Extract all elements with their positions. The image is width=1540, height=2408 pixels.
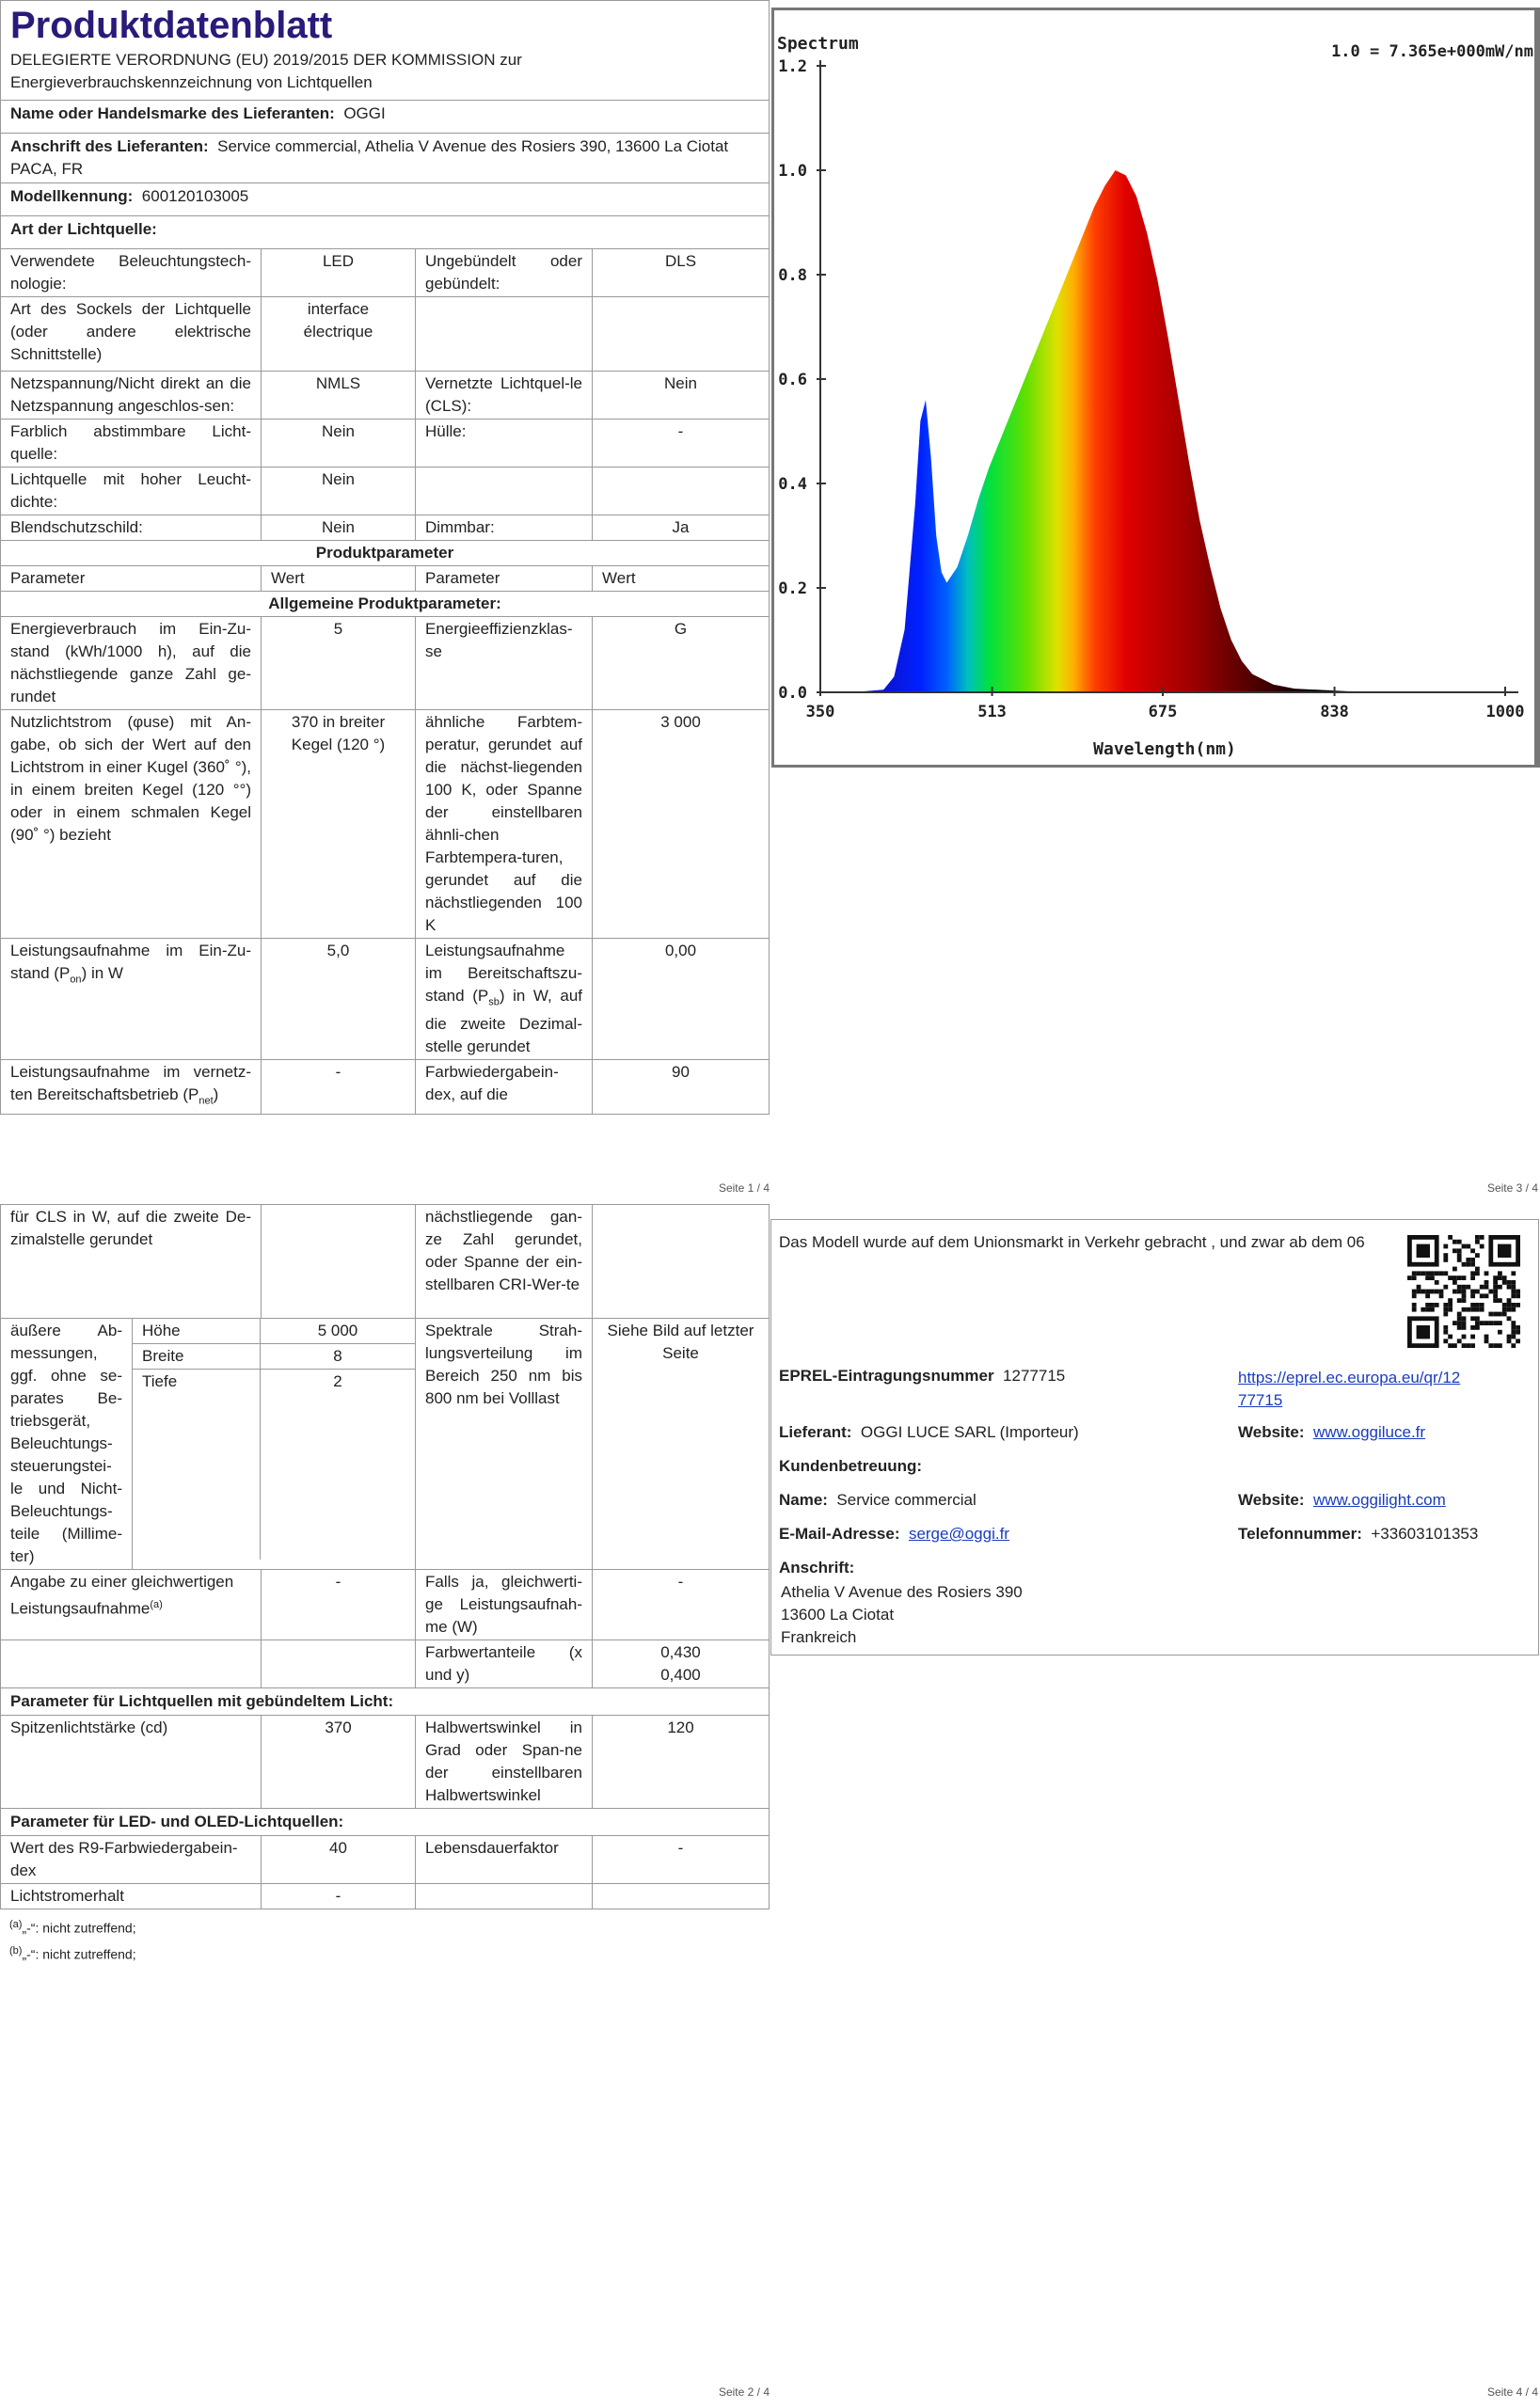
param-value: -	[262, 1884, 416, 1909]
page-number: Seite 2 / 4	[718, 2385, 770, 2399]
name-label: Name:	[779, 1491, 828, 1509]
param-value: Nein	[262, 515, 416, 541]
param-value	[593, 1205, 770, 1319]
row-power-on	[1, 939, 770, 1060]
param-label: nächstliegende gan-ze Zahl gerundet, oder Spanne der ein-stellbaren CRI-Wer-te	[416, 1205, 593, 1319]
page-2	[0, 1204, 770, 2408]
address-line: Frankreich	[781, 1628, 857, 1646]
eprel-link[interactable]	[1238, 1367, 1460, 1412]
page-title: Produktdatenblatt	[10, 5, 333, 46]
param-value	[593, 467, 770, 515]
heading-text: Kundenbetreuung:	[779, 1457, 923, 1475]
y-tick-label: 1.2	[778, 57, 807, 76]
param-value	[593, 297, 770, 372]
param-value	[262, 1640, 416, 1688]
label-part: Angabe zu einer gleichwertigen Leistungsaufnahme	[10, 1573, 234, 1618]
spectrum-chart	[771, 8, 1540, 768]
y-tick-label: 1.0	[778, 162, 807, 181]
page-number: Seite 1 / 4	[718, 1181, 770, 1195]
param-label: Energieverbrauch im Ein-Zu-stand (kWh/1000 h), auf die nächstliegende ganze Zahl ge-rundet	[1, 617, 262, 710]
model-label: Modellkennung:	[10, 187, 134, 205]
row-dimensions	[1, 1319, 770, 1570]
param-label: Energieeffizienzklas-se	[416, 617, 593, 710]
footnote-mark: (a)	[9, 1919, 23, 1930]
param-value	[262, 1205, 416, 1319]
regulation-subtitle: DELEGIERTE VERORDNUNG (EU) 2019/2015 DER KOMMISSION zur Energieverbrauchskennzeichnung von Lichtquellen	[10, 51, 522, 91]
param-label: Blendschutzschild:	[1, 515, 262, 541]
row-r9	[1, 1836, 770, 1884]
x-tick-label: 838	[1320, 703, 1349, 721]
general-params-heading: Allgemeine Produktparameter:	[1, 592, 770, 617]
param-label: Spitzenlichtstärke (cd)	[1, 1716, 262, 1809]
x-tick-label: 1000	[1485, 703, 1525, 721]
row-equivalent	[1, 1570, 770, 1640]
dimension-label: Breite	[133, 1344, 260, 1370]
chart-scale-note: 1.0 = 7.365e+000mW/nm	[1331, 42, 1533, 61]
chroma-y: 0,400	[660, 1666, 701, 1684]
x-tick-label: 350	[805, 703, 835, 721]
dimension-label: Höhe	[133, 1319, 260, 1344]
param-label: Farbwiedergabein-dex, auf die	[416, 1060, 593, 1114]
directional-heading	[1, 1688, 770, 1716]
chroma-x: 0,430	[660, 1643, 701, 1661]
row-peak	[1, 1716, 770, 1809]
x-tick-label: 675	[1148, 703, 1178, 721]
param-value: -	[262, 1060, 416, 1114]
param-label: Lichtstromerhalt	[1, 1884, 262, 1909]
label-sub: sb	[488, 996, 500, 1008]
label-part: Leistungsaufnahme im vernetz-ten Bereitschaftsbetrieb (P	[10, 1063, 251, 1104]
param-value	[593, 1884, 770, 1909]
param-value: -	[593, 1836, 770, 1884]
email-label: E-Mail-Adresse:	[779, 1525, 900, 1543]
col-header-param: Parameter	[1, 566, 262, 592]
param-label: Halbwertswinkel in Grad oder Span-ne der einstellbaren Halbwertswinkel	[416, 1716, 593, 1809]
param-label	[416, 939, 593, 1060]
supplier-address-label: Anschrift des Lieferanten:	[10, 137, 209, 155]
address-heading	[779, 1559, 854, 1577]
phone-value: +33603101353	[1371, 1525, 1479, 1543]
param-value: -	[262, 1570, 416, 1640]
footnote-text: „-“: nicht zutreffend;	[22, 1920, 136, 1936]
label-part: ) in W	[81, 964, 123, 982]
page-number: Seite 3 / 4	[1486, 1181, 1538, 1195]
supplier-name: OGGI	[343, 104, 386, 122]
param-label	[1, 1570, 262, 1640]
label-part: ) in W, auf die zweite Dezimal-stelle gerundet	[425, 987, 583, 1056]
heading-text: Anschrift:	[779, 1559, 855, 1576]
x-tick-label: 513	[977, 703, 1007, 721]
datasheet-table-2	[0, 1204, 770, 1909]
param-label	[416, 1884, 593, 1909]
param-label	[1, 1640, 262, 1688]
market-date-text: Das Modell wurde auf dem Unionsmarkt in Verkehr gebracht , und zwar ab dem 06	[779, 1233, 1365, 1251]
label-part: Leistungsaufnahme im Bereitschaftszu-stand (P	[425, 942, 582, 1005]
website-1	[1238, 1423, 1425, 1442]
customer-service-heading	[779, 1457, 922, 1476]
name-value: Service commercial	[836, 1491, 976, 1509]
supplier-address: Service commercial, Athelia V Avenue des Rosiers 390, 13600 La Ciotat PACA, FR	[10, 137, 729, 178]
param-value: NMLS	[262, 372, 416, 420]
row-chromaticity	[1, 1640, 770, 1688]
supplier-value: OGGI LUCE SARL (Importeur)	[860, 1423, 1079, 1441]
address-line: Athelia V Avenue des Rosiers 390	[781, 1583, 1023, 1601]
col-header-param: Parameter	[416, 566, 593, 592]
supplier-name-label: Name oder Handelsmarke des Lieferanten:	[10, 104, 335, 122]
label-sub: on	[70, 974, 82, 986]
param-value: G	[593, 617, 770, 710]
param-label: Falls ja, gleichwerti-ge Leistungsaufnah-me (W)	[416, 1570, 593, 1640]
model-id: 600120103005	[141, 187, 249, 205]
footnote-mark: (b)	[9, 1945, 23, 1956]
param-label: Art des Sockels der Lichtquelle (oder andere elektrische Schnittstelle)	[1, 297, 262, 372]
row-flux	[1, 710, 770, 939]
row-power-net	[1, 1060, 770, 1114]
footnote-b	[9, 1941, 136, 1964]
website-2	[1238, 1491, 1446, 1510]
param-value: Nein	[593, 372, 770, 420]
email-link[interactable]: serge@oggi.fr	[908, 1525, 1009, 1543]
heading-text: Parameter für Lichtquellen mit gebündeltem Licht:	[10, 1692, 394, 1710]
param-value: 90	[593, 1060, 770, 1114]
y-tick-label: 0.2	[778, 579, 807, 598]
page-number: Seite 4 / 4	[1486, 2385, 1538, 2399]
chart-title: Spectrum	[777, 34, 859, 54]
col-header-value: Wert	[262, 566, 416, 592]
label-sub: net	[198, 1095, 214, 1107]
footnote-text: „-“: nicht zutreffend;	[22, 1946, 136, 1962]
phone-label: Telefonnummer:	[1238, 1525, 1362, 1543]
y-tick-label: 0.0	[778, 684, 807, 703]
param-label: Hülle:	[416, 420, 593, 467]
address	[781, 1581, 1023, 1649]
y-tick-label: 0.6	[778, 371, 807, 389]
website-label: Website:	[1238, 1491, 1305, 1509]
website-label: Website:	[1238, 1423, 1305, 1441]
address-line: 13600 La Ciotat	[781, 1606, 895, 1624]
supplier-label: Lieferant:	[779, 1423, 852, 1441]
eprel-value: 1277715	[1003, 1367, 1066, 1385]
param-value: interface électrique	[262, 297, 416, 372]
param-label	[416, 297, 593, 372]
param-label	[1, 1060, 262, 1114]
page-1	[0, 0, 770, 1204]
dimension-value: 2	[260, 1370, 415, 1560]
y-tick-label: 0.4	[778, 475, 807, 494]
eprel-number	[779, 1367, 1065, 1386]
param-value	[593, 1640, 770, 1688]
param-value: LED	[262, 249, 416, 297]
param-value: Nein	[262, 467, 416, 515]
email	[779, 1525, 1009, 1544]
param-label: Verwendete Beleuchtungstech-nologie:	[1, 249, 262, 297]
website-link[interactable]: www.oggiluce.fr	[1313, 1423, 1426, 1441]
param-label: Spektrale Strah-lungsverteilung im Bereich 250 nm bis 800 nm bei Volllast	[416, 1319, 593, 1570]
param-label: für CLS in W, auf die zweite De-zimalstelle gerundet	[1, 1205, 262, 1319]
param-value: 0,00	[593, 939, 770, 1060]
footnote-a	[9, 1915, 136, 1938]
dimension-label: Tiefe	[142, 1372, 178, 1390]
param-value: 370	[262, 1716, 416, 1809]
x-axis-label: Wavelength(nm)	[1093, 739, 1236, 759]
heading-text: Parameter für LED- und OLED-Lichtquellen:	[10, 1813, 344, 1830]
row-cap-type	[1, 297, 770, 372]
row-technology	[1, 249, 770, 297]
param-label: Ungebündelt oder gebündelt:	[416, 249, 593, 297]
dimensions-values	[133, 1319, 416, 1570]
param-value: 5	[262, 617, 416, 710]
lightsource-type-label: Art der Lichtquelle:	[10, 220, 157, 238]
param-label	[1, 939, 262, 1060]
param-label: Netzspannung/Nicht direkt an die Netzspannung angeschlos-sen:	[1, 372, 262, 420]
product-params-heading: Produktparameter	[1, 541, 770, 566]
link-line: https://eprel.ec.europa.eu/qr/12	[1238, 1369, 1461, 1386]
website-link[interactable]: www.oggilight.com	[1313, 1491, 1446, 1509]
param-value: Nein	[262, 420, 416, 467]
param-value: 40	[262, 1836, 416, 1884]
row-tunable	[1, 420, 770, 467]
link-line: 77715	[1238, 1391, 1283, 1409]
param-value: Ja	[593, 515, 770, 541]
phone	[1238, 1525, 1478, 1544]
eprel-info-box	[770, 1219, 1539, 1656]
row-antiglare	[1, 515, 770, 541]
footnote-ref: (a)	[150, 1599, 163, 1610]
param-value: -	[593, 1570, 770, 1640]
param-label: Nutzlichtstrom (φuse) mit An-gabe, ob sich der Wert auf den Lichtstrom in einer Kugel (360˚ °), in einem breiten Kegel (120 °°) oder in einem schmalen Kegel (90˚ °) bezieht	[1, 710, 262, 939]
supplier	[779, 1423, 1079, 1442]
eprel-label: EPREL-Eintragungsnummer	[779, 1367, 994, 1385]
param-value: 3 000	[593, 710, 770, 939]
param-label: Wert des R9-Farbwiedergabein-dex	[1, 1836, 262, 1884]
row-mains	[1, 372, 770, 420]
param-label: Lichtquelle mit hoher Leucht-dichte:	[1, 467, 262, 515]
row-continuation	[1, 1205, 770, 1319]
param-value: DLS	[593, 249, 770, 297]
datasheet-table-1	[0, 0, 770, 1115]
param-value: 5,0	[262, 939, 416, 1060]
dimension-value: 8	[260, 1344, 415, 1370]
param-value: -	[593, 420, 770, 467]
param-value: Siehe Bild auf letzter Seite	[593, 1319, 770, 1570]
param-label: Lebensdauerfaktor	[416, 1836, 593, 1884]
param-value: 370 in breiter Kegel (120 °)	[262, 710, 416, 939]
col-header-value: Wert	[593, 566, 770, 592]
dimensions-table	[133, 1319, 415, 1560]
row-energy	[1, 617, 770, 710]
led-heading	[1, 1809, 770, 1836]
dimensions-label: äußere Ab-messungen, ggf. ohne se-parates Be-triebsgerät, Beleuchtungs-steuerungstei-le und Nicht-Beleuchtungs-teile (Millime-ter)	[1, 1319, 133, 1570]
contact-name	[779, 1491, 976, 1510]
label-part: Leistungsaufnahme im Ein-Zu-stand (P	[10, 942, 251, 982]
dimension-value: 5 000	[260, 1319, 415, 1344]
param-label: Vernetzte Lichtquel-le (CLS):	[416, 372, 593, 420]
param-label: ähnliche Farbtem-peratur, gerundet auf die nächst-liegenden 100 K, oder Spanne der einstellbaren ähnli-chen Farbtempera-turen, gerundet auf die nächstliegenden 100 K	[416, 710, 593, 939]
qr-code-icon[interactable]	[1407, 1235, 1520, 1348]
param-label: Dimmbar:	[416, 515, 593, 541]
row-maintenance	[1, 1884, 770, 1909]
param-label: Farblich abstimmbare Licht-quelle:	[1, 420, 262, 467]
row-high-luminance	[1, 467, 770, 515]
param-value: 120	[593, 1716, 770, 1809]
label-part: )	[213, 1085, 219, 1104]
param-label: Farbwertanteile (x und y)	[416, 1640, 593, 1688]
y-tick-label: 0.8	[778, 266, 807, 285]
param-label	[416, 467, 593, 515]
